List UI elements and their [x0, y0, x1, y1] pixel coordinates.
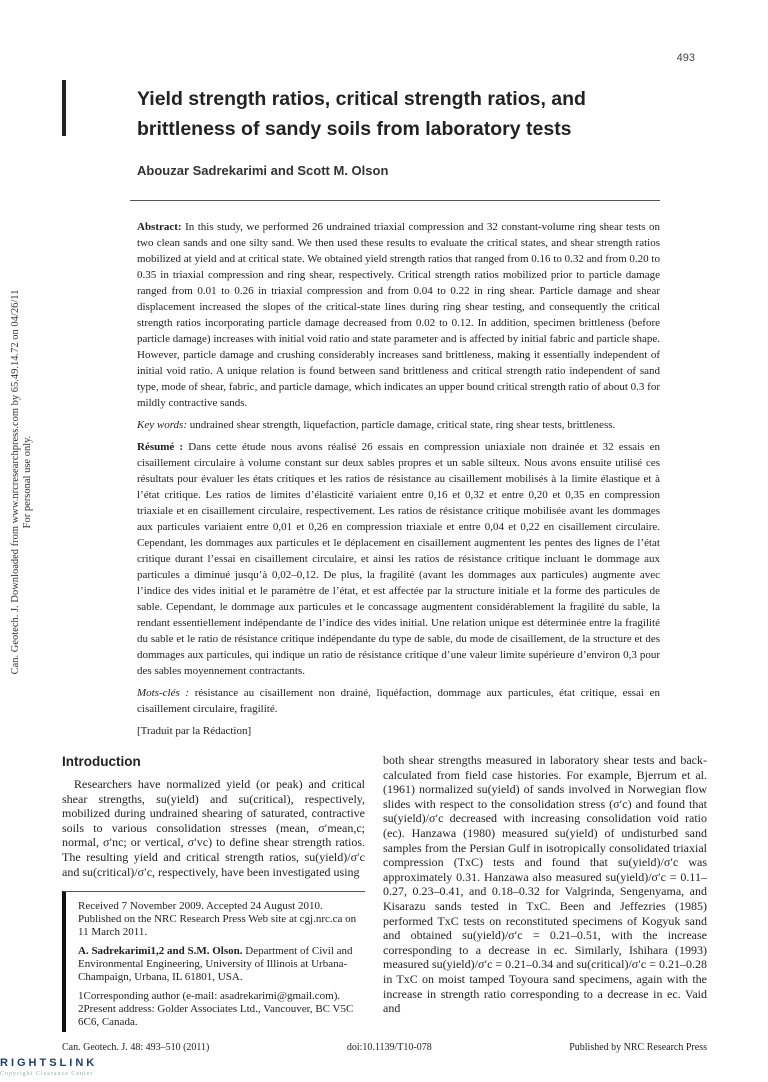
- corresponding-author-note: 1Corresponding author (e-mail: asadrekarimi@gmail.com).: [78, 990, 341, 1003]
- abstract: [137, 219, 660, 411]
- abstract-section: [137, 219, 660, 739]
- introduction-paragraph-left: Researchers have normalized yield (or peak) and critical shear strengths, su(yield) and su(critical), respectively, mobilized during undrained shearing of saturated, contractive soils to various consolidation stresses (mean, σ′mean,c; normal, σ′nc; or vertical, σ′vc) to define shear strength ratios. The resulting yield and critical strength ratios, su(yield)/σ′c and su(critical)/σ′c, respectively, have been investigated using: [62, 777, 365, 879]
- resume: [137, 439, 660, 679]
- paper-authors: Abouzar Sadrekarimi and Scott M. Olson: [137, 163, 389, 178]
- affiliation-authors: A. Sadrekarimi1,2 and S.M. Olson.: [78, 945, 243, 958]
- mots-cles: [137, 685, 660, 717]
- abstract-text: In this study, we performed 26 undrained triaxial compression and 32 constant-volume ring shear tests on two clean sands and one silty sand. We then used these results to evaluate the critical states, and shear strength ratios mobilized at yield and at critical state. We obtained yield strength ratios that ranged from 0.16 to 0.32 and from 0.20 to 0.35 in triaxial compression and ring shear, respectively. Critical strength ratios mobilized prior to particle damage ranged from 0.01 to 0.26 in triaxial compression and from 0.04 to 0.22 in ring shear. Particle damage and shear displacement increased the slopes of the critical-state lines during ring shear testing, and consequently the critical strength ratios incorporating particle damage decreased from 0.02 to 0.12. In addition, specimen brittleness (before particle damage) increases with initial void ratio and state parameter and is affected by initial fabric and particle shape. However, particle damage and crushing considerably increases sand brittleness, making it essentially independent of initial void ratio. A unique relation is found between sand brittleness and critical strength ratio independent of sand type, mode of shear, fabric, and particle damage, which indicates an upper bound critical strength ratio of about 0.3 for mildly contractive sands.: [137, 221, 661, 409]
- keywords-text: undrained shear strength, liquefaction, particle damage, critical state, ring shear tests, brittleness.: [189, 419, 616, 431]
- rightslink-logo-subtext: Copyright Clearance Center: [0, 1071, 94, 1078]
- keywords-label: Key words:: [137, 419, 188, 431]
- paper-title: Yield strength ratios, critical strength ratios, and brittleness of sandy soils from laboratory tests: [137, 88, 586, 140]
- mots-cles-text: résistance au cisaillement non drainé, liquéfaction, dommage aux particules, état critique, essai en cisaillement circulaire, fragilité.: [137, 687, 661, 715]
- resume-text: Dans cette étude nous avons réalisé 26 essais en compression uniaxiale non drainée et 32 essais en cisaillement circulaire à volume constant sur deux sables propres et un sable silteux. Nous avons ensuite utilisé ces résultats pour évaluer les états critiques et les ratios de résistance au cisaillement mobilisés à la limite élastique et à l’état critique. Les ratios de limites d’élasticité variaient entre 0,16 et 0,32 et entre 0,20 et 0,35 en compression triaxiale et en cisaillement circulaire, respectivement. Les ratios de résistance critique mobilisée avant les dommages aux particules variaient entre 0,01 et 0,26 en compression triaxiale et entre 0,04 et 0,22 en cisaillement circulaire. Cependant, les dommages aux particules et le déplacement en cisaillement augmentent les pentes des lignes de l’état critique durant l’essai en cisaillement circulaire, et ainsi les ratios de résistance critique incluant le dommage aux particules a diminué jusqu’à 0,02–0,12. De plus, la fragilité (avant les dommages aux particules) augmente avec l’indice des vides initial et le paramètre de l’état, et est affectée par la structure initiale et la forme des particules de sable. Cependant, le dommage aux particules et le concassage augmentent considérablement la fragilité du sable, la rendant essentiellement indépendante de l’indice des vides initial. Une relation unique est déterminée entre la fragilité du sable et le ratio de résistance critique indépendante du type de sable, du mode de cisaillement, de la structure et des dommages aux particules, qui indique un ratio de résistance critique d’une valeur limite supérieure d’environ 0,3 pour des sables moyennement contractants.: [137, 441, 661, 677]
- resume-label: Résumé :: [137, 441, 184, 453]
- rightslink-logo-text: RIGHTSLINK: [0, 1057, 98, 1070]
- doi[interactable]: doi:10.1139/T10-078: [346, 1042, 432, 1054]
- section-heading-introduction: Introduction: [62, 754, 141, 769]
- left-column: [62, 753, 365, 1032]
- received-dates: Received 7 November 2009. Accepted 24 August 2010. Published on the NRC Research Press Web site at cgj.nrc.ca on 11 March 2011.: [78, 900, 357, 938]
- translation-note: [Traduit par la Rédaction]: [137, 725, 252, 737]
- personal-use-note: For personal use only.: [22, 435, 33, 529]
- abstract-label: Abstract:: [137, 221, 182, 233]
- rightslink-logo[interactable]: [0, 1057, 130, 1078]
- page-footer: [62, 1042, 707, 1054]
- footnote-box: [62, 891, 365, 1032]
- body-columns: [62, 753, 707, 1032]
- publisher: Published by NRC Research Press: [569, 1042, 707, 1054]
- mots-cles-label: Mots-clés :: [137, 687, 190, 699]
- affiliation-text: Department of Civil and Environmental Engineering, University of Illinois at Urbana-Champaign, Urbana, IL 61801, USA.: [78, 945, 353, 983]
- author-affiliation: [78, 945, 365, 983]
- present-address-note: 2Present address: Golder Associates Ltd., Vancouver, BC V5C 6C6, Canada.: [78, 1003, 354, 1028]
- keywords: [137, 417, 660, 433]
- introduction-paragraph-right: both shear strengths measured in laboratory shear tests and back-calculated from field case histories. For example, Bjerrum et al. (1961) normalized su(yield) of sands involved in Norwegian flow slides with respect to the consolidation stress (σ′c) and found that su(yield)/σ′c decreased with increasing consolidation void ratio (ec). Hanzawa (1980) measured su(yield) of undisturbed sand samples from the Persian Gulf in isotropically consolidated triaxial compression (TxC) tests and found that su(yield)/σ′c was approximately 0.31. Hanzawa also measured su(yield)/σ′c = 0.11–0.27, 0.23–0.41, and 0.18–0.32 for Valgrinda, Sengenyama, and Kisarazu sands tested in TxC. Been and Jeffezries (1985) performed TxC tests on reconstituted specimens of Kogyuk sand and obtained su(yield)/σ′c = 0.21–0.51, with the increase corresponding to a decrease in ec. Similarly, Ishihara (1993) measured su(yield)/σ′c = 0.21–0.34 and su(critical)/σ′c = 0.21–0.28 in TxC on moist tamped Toyoura sand specimens, again with the increase in strength ratio corresponding to a decrease in ec. Vaid and: [383, 753, 707, 1016]
- download-note: Can. Geotech. J. Downloaded from www.nrcresearchpress.com by 65.49.14.72 on 04/26/11: [10, 289, 21, 675]
- journal-citation: Can. Geotech. J. 48: 493–510 (2011): [62, 1042, 210, 1054]
- page-number: 493: [676, 52, 695, 64]
